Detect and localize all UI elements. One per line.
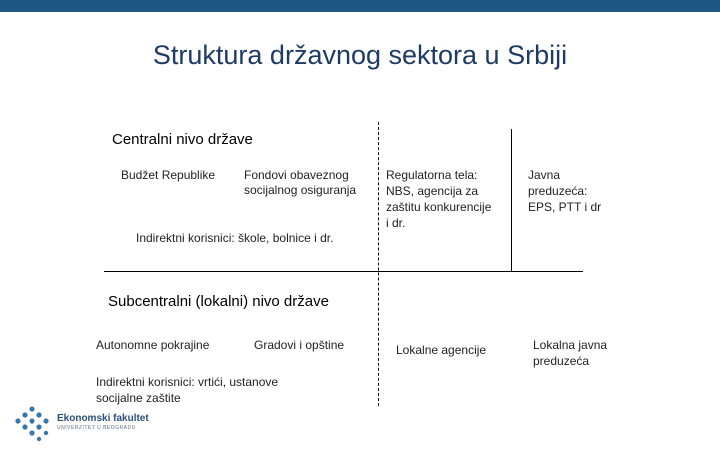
regulatory-line3: zaštitu konkurencije xyxy=(386,200,492,214)
public-enterprises-line3: EPS, PTT i dr xyxy=(528,200,602,214)
cities-label: Gradovi i opštine xyxy=(254,338,345,352)
provinces-label: Autonomne pokrajine xyxy=(96,338,210,352)
central-level-heading: Centralni nivo države xyxy=(112,131,253,148)
subcentral-indirect-line2: socijalne zaštite xyxy=(96,391,181,405)
local-enterprises-line2: preduzeća xyxy=(533,354,590,368)
subcentral-indirect-line1: Indirektni korisnici: vrtići, ustanove xyxy=(96,375,279,389)
regulatory-line2: NBS, agencija za xyxy=(386,184,479,198)
funds-label-line2: socijalnog osiguranja xyxy=(244,183,357,197)
budget-label: Budžet Republike xyxy=(121,168,216,182)
public-enterprises-line2: preduzeća: xyxy=(528,184,588,198)
local-agencies-label: Lokalne agencije xyxy=(396,343,487,357)
logo-name: Ekonomski fakultet xyxy=(57,413,149,424)
page-title: Struktura državnog sektora u Srbiji xyxy=(152,40,568,70)
central-indirect-label: Indirektni korisnici: škole, bolnice i dr. xyxy=(136,231,334,245)
subcentral-level-heading: Subcentralni (lokalni) nivo države xyxy=(108,293,329,310)
dashed-divider xyxy=(378,122,379,406)
funds-label-line1: Fondovi obaveznog xyxy=(244,168,349,182)
horizontal-divider xyxy=(104,271,583,272)
top-accent-bar xyxy=(0,0,720,12)
dots-logo-icon xyxy=(14,405,54,445)
regulatory-line4: i dr. xyxy=(386,216,406,230)
local-enterprises-line1: Lokalna javna xyxy=(533,338,608,352)
vertical-divider xyxy=(511,129,512,272)
regulatory-line1: Regulatorna tela: xyxy=(386,168,478,182)
logo-subtitle: UNIVERZITET U BEOGRADU xyxy=(57,425,136,431)
public-enterprises-line1: Javna xyxy=(528,168,561,182)
